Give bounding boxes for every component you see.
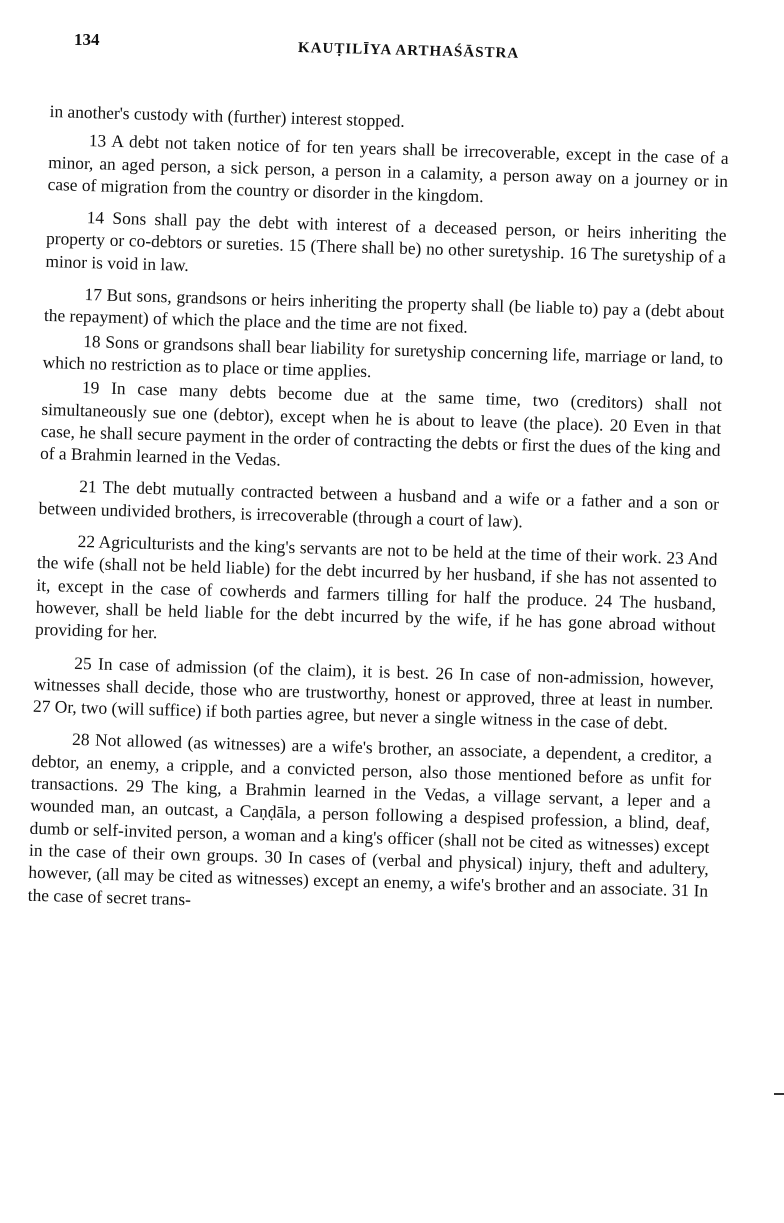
paragraph: 14 Sons shall pay the debt with interest of a deceased person, or heirs inheriting the property or co-debtors or sureties. 15 (There shall be) no other suretyship. 16 The suretyship of a minor is void in law. <box>45 207 727 275</box>
page-number: 134 <box>74 30 100 49</box>
page-header <box>0 26 784 66</box>
paragraph: 25 In case of admission (of the claim), it is best. 26 In case of non-admission, however, witnesses shall decide, those who are trustworthy, honest or approved, three at least in number. 27 Or, two (will suffice) if both parties agree, but never a single witness in the case of debt. <box>32 652 715 734</box>
edge-mark <box>774 1093 784 1095</box>
running-head: KAUṬILĪYA ARTHAŚĀSTRA <box>297 40 520 62</box>
paragraph: 17 But sons, grandsons or heirs inheriting the property shall (be liable to) pay a (debt about the repayment) of which the place and the time are not fixed. <box>43 284 725 338</box>
paragraph: 22 Agriculturists and the king's servants are not to be held at the time of their work. 23 And the wife (shall not be held liable) for the debt incurred by her husband, if she has not assented to it, except in the case of cowherds and farmers tilling for half the produce. 24 The husband, however, shall be held liable for the debt incurred by the wife, if he has gone abroad without providing for her. <box>34 530 718 643</box>
paragraph: 21 The debt mutually contracted between a husband and a wife or a father and a son or between undivided brothers, is irrecoverable (through a court of law). <box>38 476 720 532</box>
paragraph: in another's custody with (further) interest stopped. <box>49 100 406 131</box>
paragraph: 28 Not allowed (as witnesses) are a wife's brother, an associate, a dependent, a creditor, a debtor, an enemy, a cripple, and a convicted person, also those mentioned before as unfit for transactions. 29 The king, a Brahmin learned in the Vedas, a village servant, a leper and a wounded man, an outcast, a Caṇḍāla, a person following a despised profession, a blind, deaf, dumb or self-invited person, a woman and a king's officer (shall not be cited as witnesses) except in the case of their own groups. 30 In cases of (verbal and physical) injury, theft and adultery, however, (all may be cited as witnesses) except an enemy, a wife's brother and an associate. 31 In the case of secret trans- <box>27 729 713 909</box>
body-text <box>27 100 730 934</box>
paragraph: 19 In case many debts become due at the same time, two (creditors) shall not simultaneously sue one (debtor), except when he is about to leave (the place). 20 Even in that case, he shall secure payment in the order of contracting the debts or first the dues of the king and of a Brahmin learned in the Vedas. <box>39 377 723 470</box>
paragraph: 18 Sons or grandsons shall bear liability for suretyship concerning life, marriage or land, to which no restriction as to place or time applies. <box>42 330 724 382</box>
paragraph: 13 A debt not taken notice of for ten years shall be irrecoverable, except in the case of a minor, an aged person, a sick person, a person in a calamity, a person away on a journey or in case of migration from the country or disorder in the kingdom. <box>47 130 729 207</box>
